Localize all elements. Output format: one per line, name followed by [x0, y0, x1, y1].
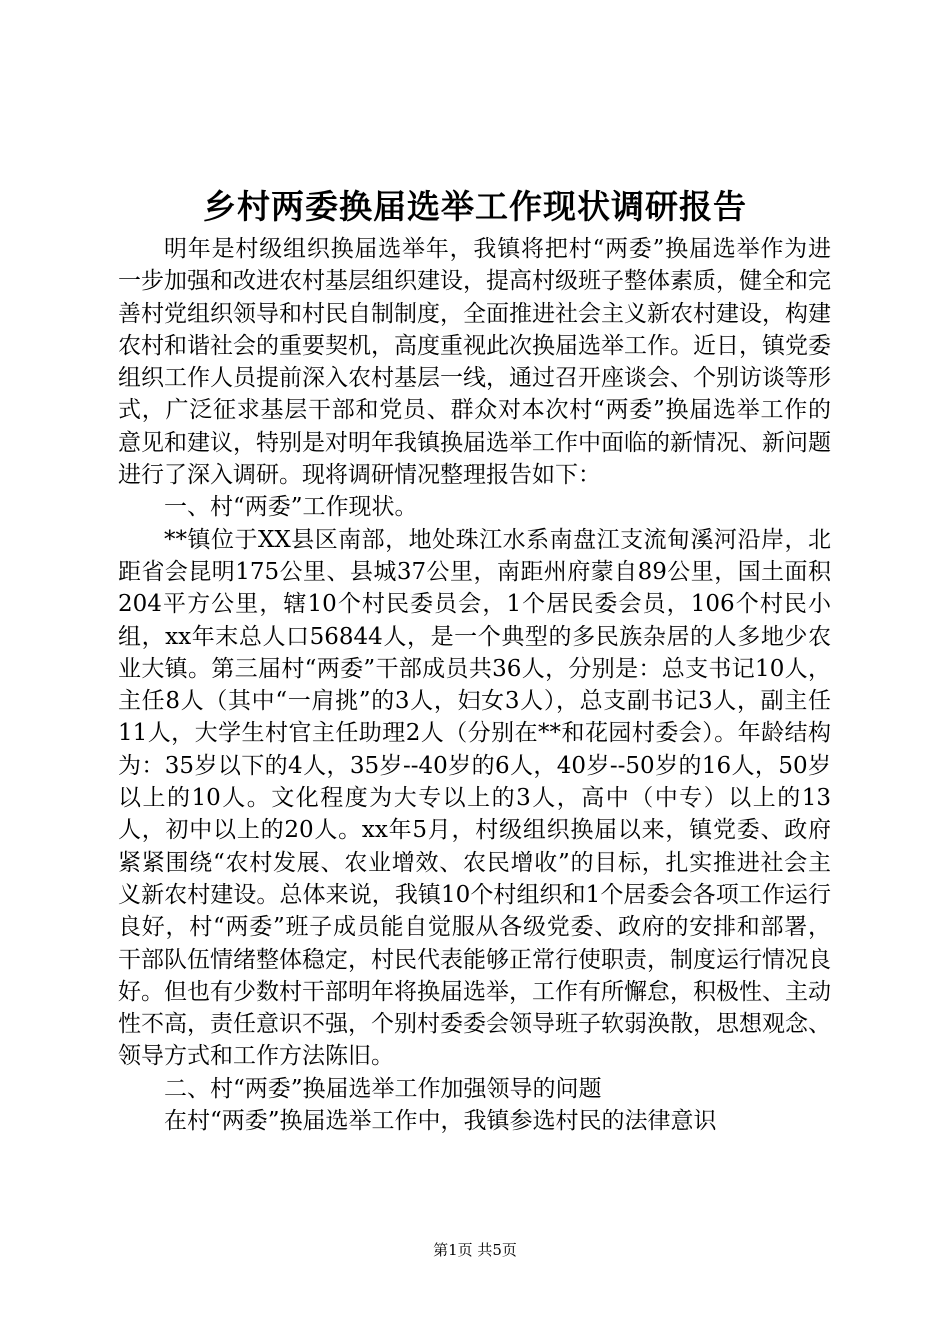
paragraph-continued: 在村“两委”换届选举工作中，我镇参选村民的法律意识 [164, 1108, 717, 1135]
section-heading-2: 二、村“两委”换届选举工作加强领导的问题 [164, 1075, 602, 1102]
document-body [118, 233, 831, 1137]
paragraph-status: **镇位于XX县区南部，地处珠江水系南盘江支流甸溪河沿岸，北距省会昆明175公里、县城37公里，南距州府蒙自89公里，国土面积204平方公里，辖10个村民委员会，1个居民委会员，106个村民小组，xx年末总人口56844人，是一个典型的多民族杂居的人多地少农业大镇。第三届村“两委”干部成员共36人，分别是：总支书记10人，主任8人（其中“一肩挑”的3人，妇女3人），总支副书记3人，副主任11人，大学生村官主任助理2人（分别在**和花园村委会）。年龄结构为：35岁以下的4人，35岁--40岁的6人，40岁--50岁的16人，50岁以上的10人。文化程度为大专以上的3人，高中（中专）以上的13人，初中以上的20人。xx年5月，村级组织换届以来，镇党委、政府紧紧围绕“农村发展、农业增效、农民增收”的目标，扎实推进社会主义新农村建设。总体来说，我镇10个村组织和1个居委会各项工作运行良好，村“两委”班子成员能自觉服从各级党委、政府的安排和部署，干部队伍情绪整体稳定，村民代表能够正常行使职责，制度运行情况良好。但也有少数村干部明年将换届选举，工作有所懈怠，积极性、主动性不高，责任意识不强，个别村委委会领导班子软弱涣散，思想观念、领导方式和工作方法陈旧。 [118, 526, 831, 1070]
section-heading-1: 一、村“两委”工作现状。 [164, 494, 418, 521]
page-number-footer: 第1页 共5页 [433, 1241, 517, 1259]
page-title: 乡村两委换届选举工作现状调研报告 [203, 187, 747, 226]
paragraph-intro: 明年是村级组织换届选举年，我镇将把村“两委”换届选举作为进一步加强和改进农村基层组织建设，提高村级班子整体素质，健全和完善村党组织领导和村民自制制度，全面推进社会主义新农村建设，构建农村和谐社会的重要契机，高度重视此次换届选举工作。近日，镇党委组织工作人员提前深入农村基层一线，通过召开座谈会、个别访谈等形式，广泛征求基层干部和党员、群众对本次村“两委”换届选举工作的意见和建议，特别是对明年我镇换届选举工作中面临的新情况、新问题进行了深入调研。现将调研情况整理报告如下： [118, 236, 831, 489]
